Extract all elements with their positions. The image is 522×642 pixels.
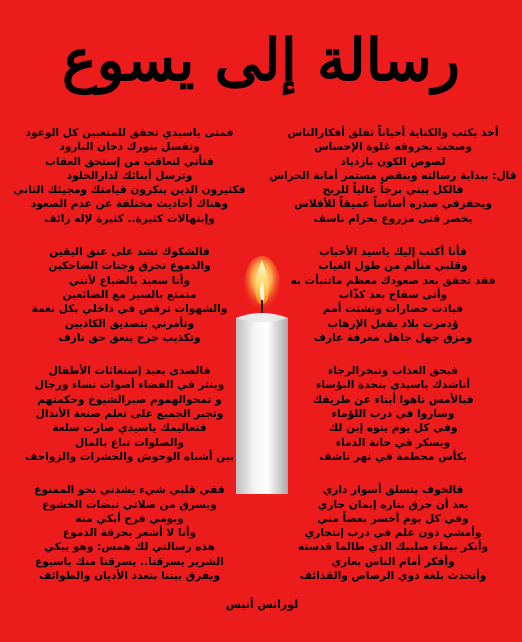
poem-line: وأنا سعيد بالضياع لأنني xyxy=(69,274,190,287)
poem-line: فالشكوك تشد على عنق اليقين xyxy=(49,246,210,259)
poem-line: ويسكر في حانة الدماء xyxy=(335,436,451,449)
poem-line: فقد تحقق بعد صعودك معظم ماتنبأت به xyxy=(290,274,496,287)
poem-line: وتجبر الجميع على تعلم صنعة الأنذال xyxy=(35,408,224,421)
poem-line: فالخوف يتسلق أسوار داري xyxy=(322,484,464,497)
poem-line: بعد أن حرق بناره إيمان جاري xyxy=(317,498,469,511)
poem-line: وأنكر بيطء صليبك الذي طالما قدسته xyxy=(297,541,489,554)
poem-line: فمتى ياسيدي تحقق للمتعبين كل الوعود xyxy=(25,127,234,139)
poem-line: و تمحوالهموم صبرالشيوخ وحكمتهم xyxy=(37,393,222,406)
poem-line: وتكذيب جرح ينعق حق نازف xyxy=(58,331,201,344)
poem-stanza xyxy=(2,126,257,226)
poem-stanza xyxy=(268,126,518,226)
poem-line: الشرير يسرقنا.. يسرقنا منك ياسيوع xyxy=(35,555,224,568)
poem-line: وصحت بحروفه غلوة الإحساس xyxy=(314,141,472,154)
poem-line: وترسل أبنائك لدارالخلود xyxy=(66,169,193,182)
poem-line: يخصر فتى مزروع بحزام ناسف xyxy=(313,212,473,225)
left-poem-column xyxy=(2,126,257,602)
poem-line: متمتع بالسير مع الضائعين xyxy=(62,288,197,301)
poem-line: فبادت حضارات وتشتت أمم xyxy=(322,303,464,316)
poem-line: ففي قلبي شيء يشدني نحو الممنوع xyxy=(34,484,225,497)
poem-line: أناشدك ياسيدي بنجدة البؤساء xyxy=(315,379,471,392)
poem-line: وتأمرني بتصديق الكاذبين xyxy=(64,317,195,330)
poem-line: وأنا لا أشعر بحرقة الدموع xyxy=(62,527,197,540)
poem-line: ويسرق من صلاتي نبضات الخشوع xyxy=(42,498,217,511)
poem-line: فتأتي لتعاقب من إستحق العقاب xyxy=(45,155,214,168)
poem-line: وينثر في الفضاء أصوات نساء ورجال xyxy=(34,379,225,392)
poem-line: وأمشي دون علم في درب إنتحاري xyxy=(304,527,482,540)
poem-line: وساروا في درب اللؤماء xyxy=(331,408,455,421)
poem-line: ويفرق بيننا بتعدد الأديان والطوائف xyxy=(38,570,221,583)
poem-line: فأنا أكتب إليك ياسيد الأحباب xyxy=(319,246,467,259)
page-title: رسالة إلى يسوع xyxy=(61,26,460,94)
poem-line: فبالأمس تاهوا أبناء عن طريقك xyxy=(312,393,474,406)
poem-line: والشهوات ترقص في داخلي بكل نغمة xyxy=(31,303,228,316)
poem-line: بكأس محطمة في نهر ناشف xyxy=(319,450,467,463)
poem-line: فبحق العذاب وتبخرالرجاء xyxy=(327,365,459,378)
poem-stanza xyxy=(268,364,518,464)
poem-stanza xyxy=(2,245,257,345)
poem-line: وهناك أحاديث مختلفة عن عدم الصعود xyxy=(30,198,229,211)
poem-stanza xyxy=(2,364,257,464)
poem-line: فكثيرون الذين ينكرون قيامتك ومجيئك الثاني xyxy=(13,184,246,197)
poem-line: وأتحدث بلغة دوي الرصاص والقذائف xyxy=(299,570,487,583)
author-name: لورانس أنيس xyxy=(225,598,299,611)
poem-line: ويومي فرح أبكي منه xyxy=(75,512,184,525)
poem-line: وإبتهالات كثيرة.. كثيرة لإله زائف xyxy=(44,212,215,225)
poem-line: وُدمرت بلاد بفعل الإرهاب xyxy=(327,317,459,330)
poem-line: وقلبي متألم من طول الغياب xyxy=(318,260,468,273)
poem-line: فالكل يبني برجاً عالياً للريح xyxy=(322,184,464,197)
poem-line: أخذ يكتب والكتابة أحياناً تقلق أفكارالناس xyxy=(287,127,499,139)
poem-line: والدموع تحرق وجنات الضاحكين xyxy=(48,260,211,273)
poem-line: قال: ببداية رسالته وبنقص مستمر أمانة الحراس xyxy=(269,169,517,182)
poem-line: وأفكر أمام الناس بعاري xyxy=(331,555,455,568)
poem-line: وتفسل بنورك دخان البارود xyxy=(59,141,200,154)
candle-body xyxy=(236,313,288,494)
candle-image xyxy=(226,256,288,496)
poem-line: وفي كل يوم أخسر بعضاً مني xyxy=(317,512,469,525)
poem-stanza xyxy=(2,483,257,583)
poem-stanza xyxy=(268,483,518,583)
poem-line: وفي كل يوم يتوه إبن لك xyxy=(328,422,458,435)
poem-line: بين أشباه الوحوش والحشرات والزواحف xyxy=(24,450,235,463)
poem-line: ومزق جهل جاهل معرفة عارف xyxy=(313,331,473,344)
right-poem-column xyxy=(268,126,518,602)
poem-line: فالصدى يعيد إستغاثات الأطفال xyxy=(48,365,211,378)
poem-line: والصلوات تباع بالمال xyxy=(75,436,184,449)
poem-stanza xyxy=(268,245,518,345)
poem-line: ويحفرفي صدره أساساً عميقاً للأفلاس xyxy=(294,198,492,211)
poem-line: لصوص الكون بازدياد xyxy=(340,155,446,168)
poem-line: هذه رسالتي لك همس: وهو يبكي xyxy=(44,541,215,554)
poem-line: وأتى سفاح بعد كذّاب xyxy=(338,288,448,301)
poem-line: فتعاليمك ياسيدي صارت سلعة xyxy=(52,422,207,435)
